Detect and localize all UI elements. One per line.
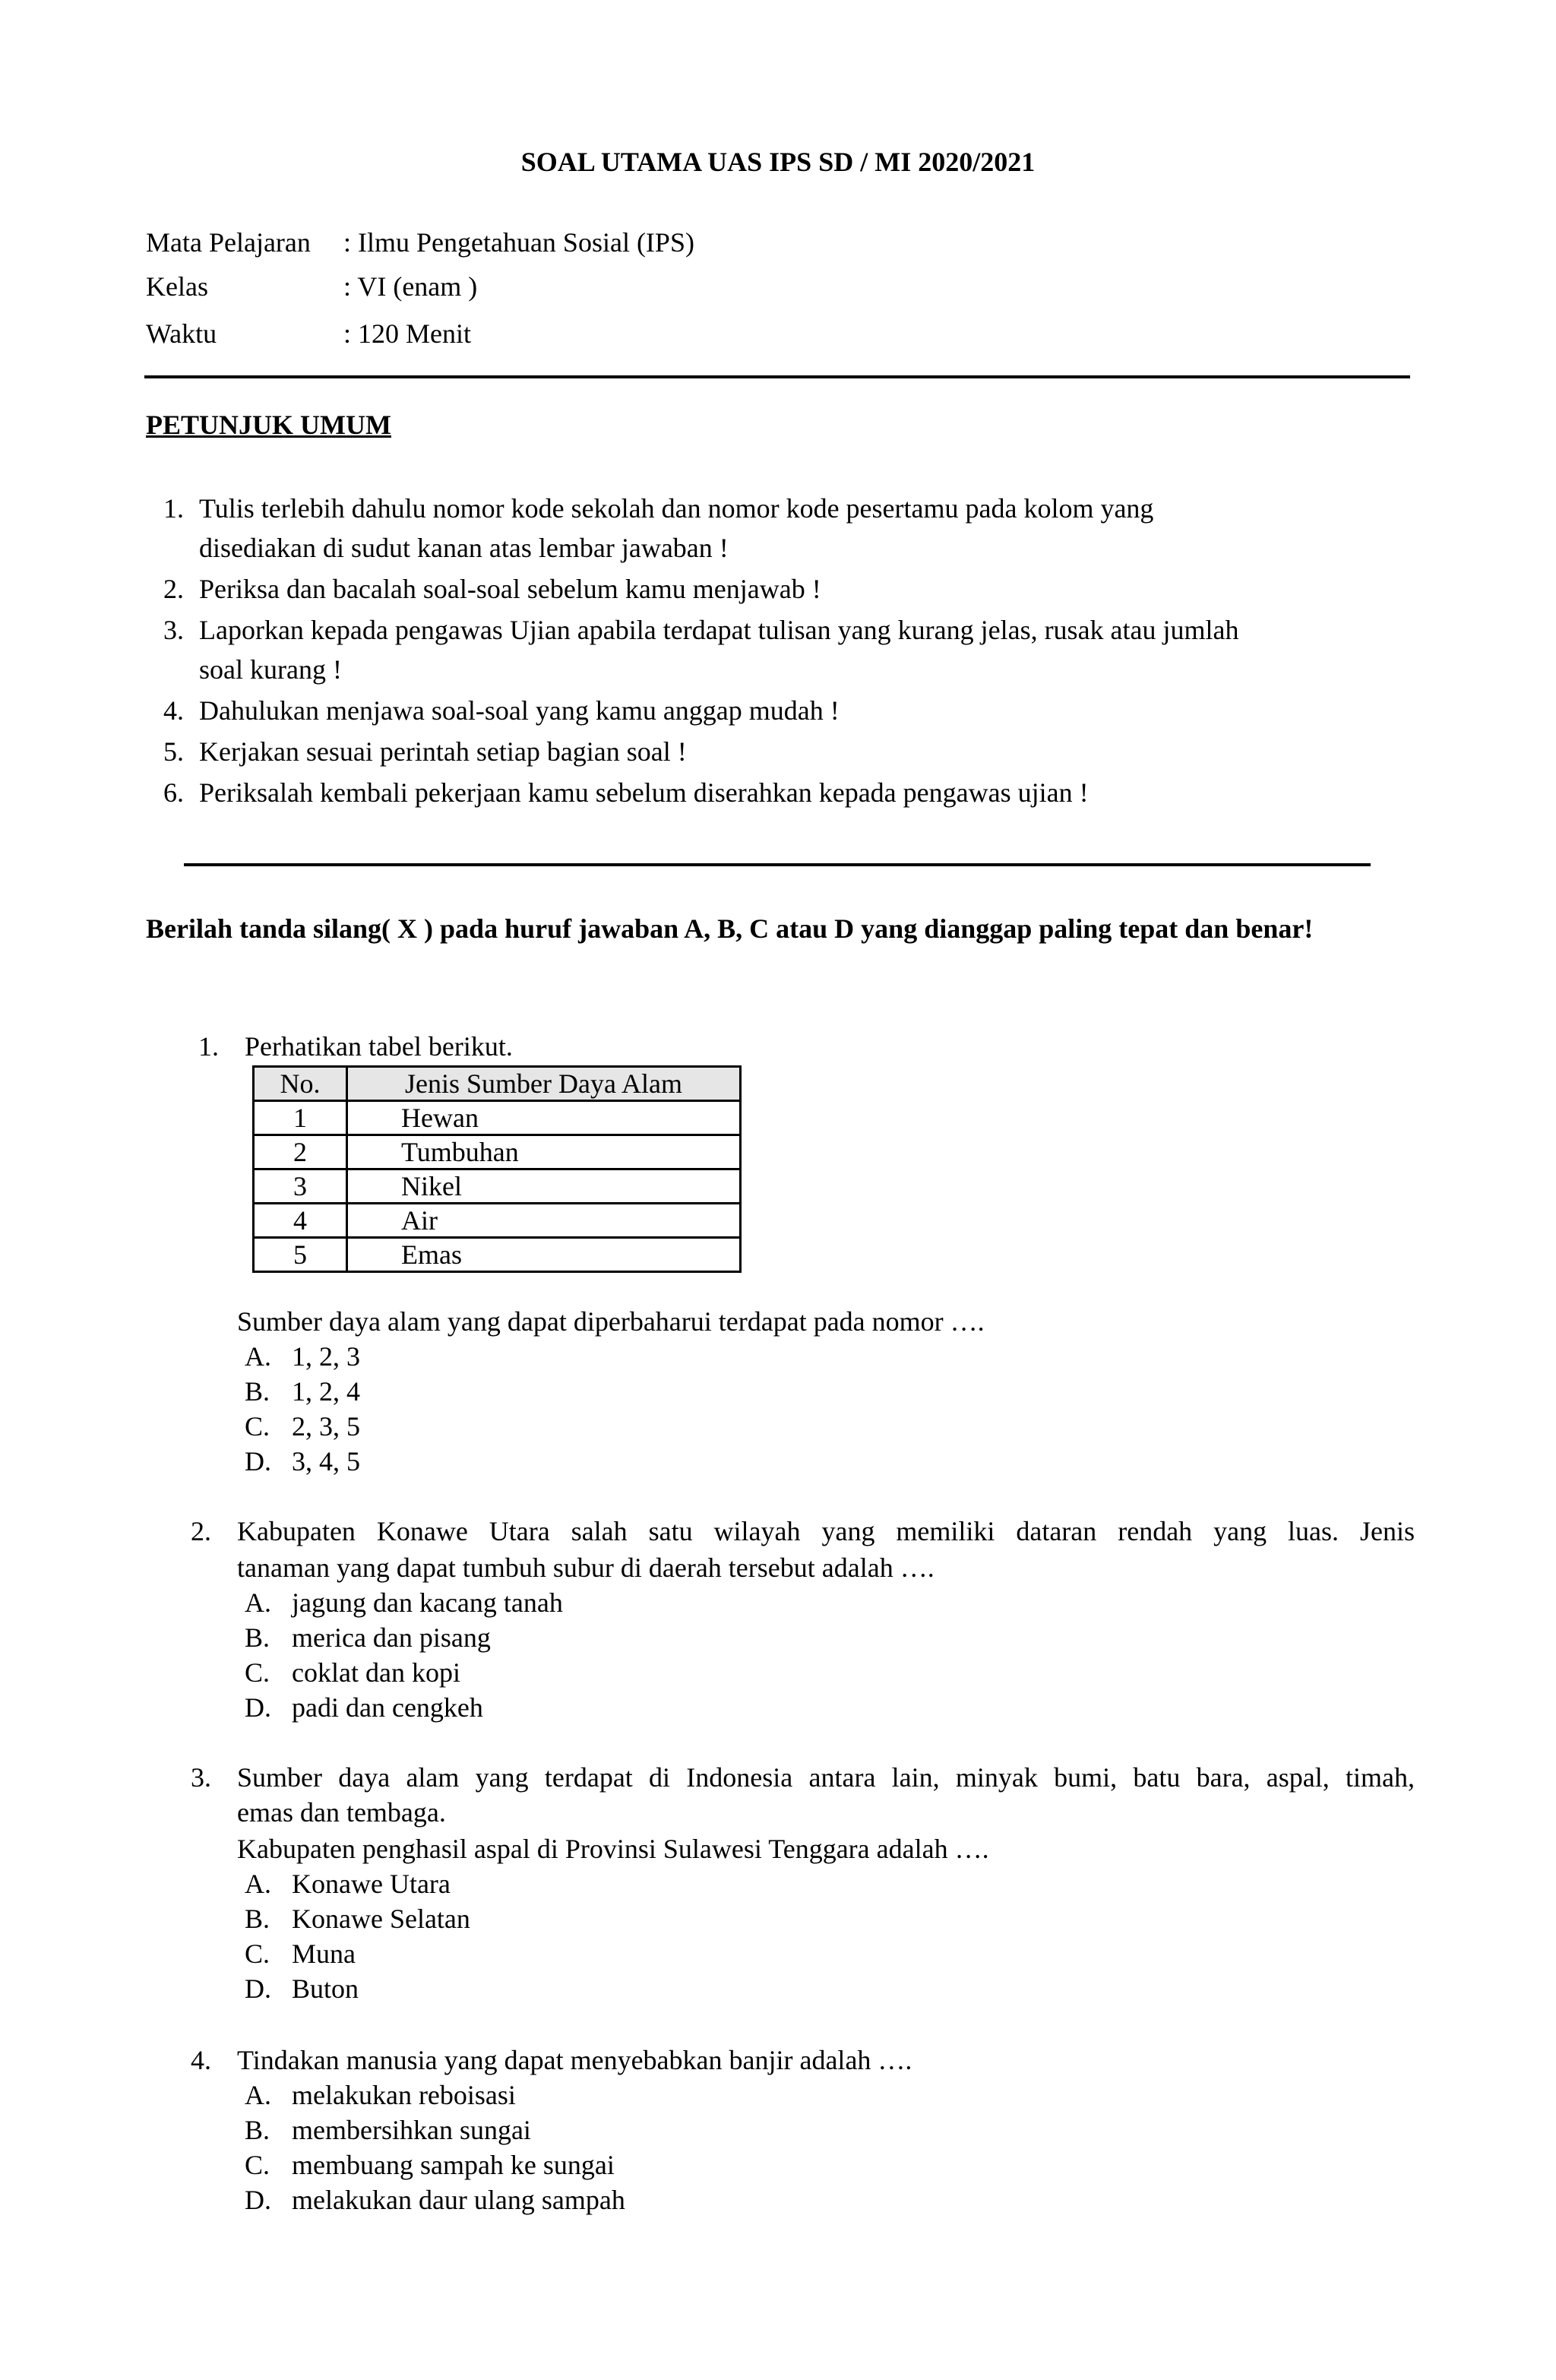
question-text: Kabupaten penghasil aspal di Provinsi Sulawesi Tenggara adalah ….: [237, 1834, 989, 1864]
instructions-heading: PETUNJUK UMUM: [146, 410, 391, 440]
option-letter: D.: [245, 1446, 271, 1476]
instruction-number: 5.: [163, 736, 184, 767]
table-header-no: No.: [254, 1067, 347, 1101]
answer-directive: Berilah tanda silang( X ) pada huruf jawaban A, B, C atau D yang dianggap paling tepat dan benar!: [146, 913, 1314, 944]
option-letter: C.: [245, 2150, 270, 2180]
table-cell-resource: Air: [347, 1204, 741, 1238]
question-number: 3.: [191, 1762, 211, 1793]
meta-label-class: Kelas: [146, 271, 208, 302]
option-text: merica dan pisang: [292, 1622, 491, 1653]
option-letter: A.: [245, 1587, 271, 1618]
table-row: [254, 1101, 741, 1135]
table-cell-no: 3: [254, 1169, 347, 1204]
option-text: melakukan daur ulang sampah: [292, 2185, 625, 2215]
instruction-line: Dahulukan menjawa soal-soal yang kamu anggap mudah !: [199, 695, 840, 726]
question-intro: Perhatikan tabel berikut.: [245, 1031, 513, 1062]
option-text: 2, 3, 5: [292, 1411, 360, 1442]
question-number: 4.: [191, 2045, 211, 2075]
option-letter: C.: [245, 1657, 270, 1688]
natural-resources-table: [252, 1065, 742, 1273]
instruction-number: 6.: [163, 777, 184, 808]
option-letter: D.: [245, 2185, 271, 2215]
instruction-line: soal kurang !: [199, 654, 342, 685]
page-title: SOAL UTAMA UAS IPS SD / MI 2020/2021: [520, 147, 1036, 177]
question-text: Kabupaten Konawe Utara salah satu wilayah yang memiliki dataran rendah yang luas. Jenis: [237, 1516, 1415, 1546]
option-text: jagung dan kacang tanah: [292, 1587, 563, 1618]
option-letter: B.: [245, 2115, 270, 2145]
instruction-line: disediakan di sudut kanan atas lembar jawaban !: [199, 533, 729, 563]
option-letter: C.: [245, 1938, 270, 1969]
table-cell-no: 5: [254, 1238, 347, 1272]
instruction-line: Laporkan kepada pengawas Ujian apabila terdapat tulisan yang kurang jelas, rusak atau jumlah: [199, 615, 1239, 645]
instruction-line: Periksalah kembali pekerjaan kamu sebelum diserahkan kepada pengawas ujian !: [199, 777, 1089, 808]
option-letter: D.: [245, 1692, 271, 1723]
table-row: [254, 1204, 741, 1238]
option-text: 3, 4, 5: [292, 1446, 360, 1476]
option-letter: D.: [245, 1973, 271, 2004]
option-text: coklat dan kopi: [292, 1657, 460, 1688]
option-letter: B.: [245, 1622, 270, 1653]
option-text: 1, 2, 3: [292, 1341, 360, 1372]
option-text: membuang sampah ke sungai: [292, 2150, 615, 2180]
table-cell-resource: Hewan: [347, 1101, 741, 1135]
instruction-line: Periksa dan bacalah soal-soal sebelum kamu menjawab !: [199, 574, 821, 604]
header-divider: [144, 375, 1410, 378]
instruction-number: 3.: [163, 615, 184, 645]
table-row: [254, 1135, 741, 1169]
option-text: melakukan reboisasi: [292, 2080, 516, 2110]
option-letter: B.: [245, 1376, 270, 1407]
option-text: Buton: [292, 1973, 359, 2004]
section-divider: [184, 863, 1371, 866]
table-cell-resource: Nikel: [347, 1169, 741, 1204]
option-letter: B.: [245, 1904, 270, 1934]
option-letter: A.: [245, 1869, 271, 1899]
question-text: Sumber daya alam yang terdapat di Indonesia antara lain, minyak bumi, batu bara, aspal, timah,: [237, 1762, 1415, 1793]
question-number: 2.: [191, 1516, 211, 1546]
meta-value-subject: : Ilmu Pengetahuan Sosial (IPS): [343, 227, 694, 258]
option-text: Konawe Selatan: [292, 1904, 470, 1934]
instruction-line: Tulis terlebih dahulu nomor kode sekolah dan nomor kode pesertamu pada kolom yang: [199, 493, 1154, 524]
question-text: Tindakan manusia yang dapat menyebabkan banjir adalah ….: [237, 2045, 912, 2075]
option-text: padi dan cengkeh: [292, 1692, 483, 1723]
option-text: Konawe Utara: [292, 1869, 451, 1899]
table-header-resource: Jenis Sumber Daya Alam: [347, 1067, 741, 1101]
option-text: 1, 2, 4: [292, 1376, 360, 1407]
instruction-number: 2.: [163, 574, 184, 604]
question-text: Sumber daya alam yang dapat diperbaharui terdapat pada nomor ….: [237, 1306, 985, 1337]
table-header-row: [254, 1067, 741, 1101]
table-cell-no: 2: [254, 1135, 347, 1169]
option-letter: A.: [245, 2080, 271, 2110]
table-cell-resource: Emas: [347, 1238, 741, 1272]
table-cell-resource: Tumbuhan: [347, 1135, 741, 1169]
question-text: emas dan tembaga.: [237, 1797, 446, 1828]
question-text: tanaman yang dapat tumbuh subur di daerah tersebut adalah ….: [237, 1552, 935, 1583]
table-cell-no: 1: [254, 1101, 347, 1135]
meta-value-time: : 120 Menit: [343, 318, 471, 349]
meta-value-class: : VI (enam ): [343, 271, 478, 302]
instruction-number: 1.: [163, 493, 184, 524]
table-cell-no: 4: [254, 1204, 347, 1238]
option-letter: A.: [245, 1341, 271, 1372]
question-number: 1.: [198, 1031, 219, 1062]
option-text: membersihkan sungai: [292, 2115, 531, 2145]
table-row: [254, 1238, 741, 1272]
meta-label-subject: Mata Pelajaran: [146, 227, 311, 258]
option-letter: C.: [245, 1411, 270, 1442]
table-row: [254, 1169, 741, 1204]
instruction-line: Kerjakan sesuai perintah setiap bagian soal !: [199, 736, 687, 767]
meta-label-time: Waktu: [146, 318, 217, 349]
instruction-number: 4.: [163, 695, 184, 726]
option-text: Muna: [292, 1938, 356, 1969]
